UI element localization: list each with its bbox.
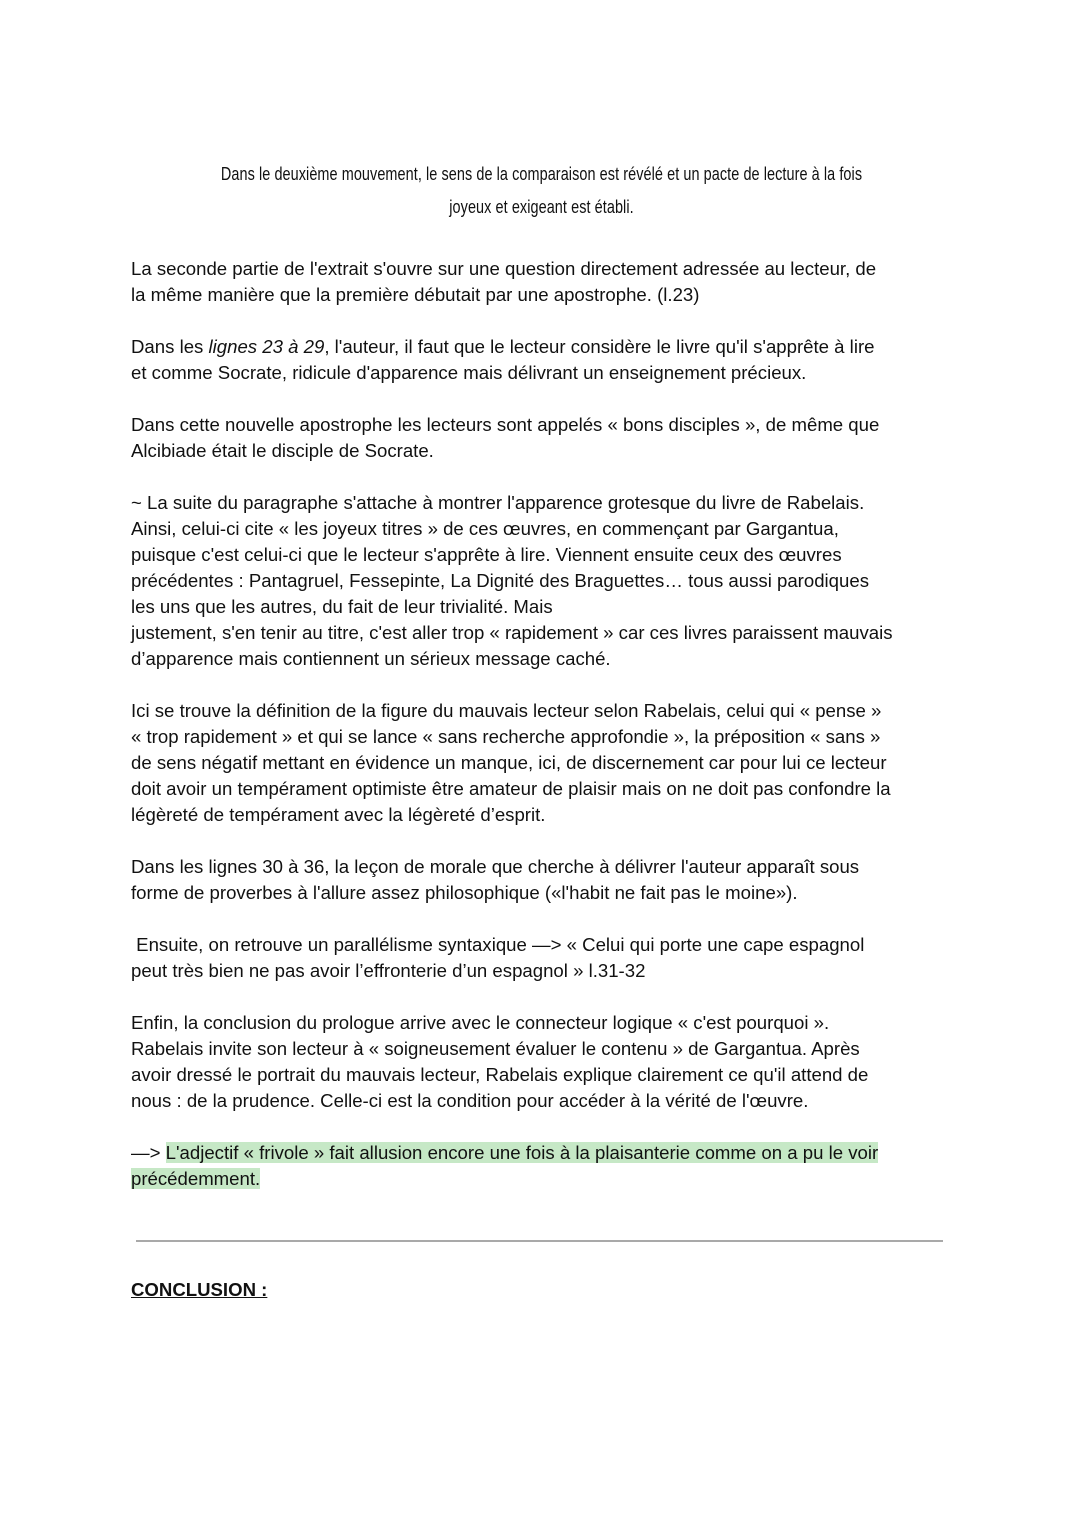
- paragraph-line: Alcibiade était le disciple de Socrate.: [131, 440, 434, 461]
- text-run: , l'auteur, il faut que le lecteur considère le livre qu'il s'apprête à lire: [324, 336, 875, 357]
- highlighted-text: L'adjectif « frivole » fait allusion encore une fois à la plaisanterie comme on a pu le voir: [165, 1142, 879, 1163]
- document-body: [131, 157, 951, 1218]
- paragraph-line: d’apparence mais contiennent un sérieux message caché.: [131, 648, 611, 669]
- paragraph-1: [131, 256, 951, 308]
- paragraph-line: peut très bien ne pas avoir l’effronterie d’un espagnol » l.31-32: [131, 960, 646, 981]
- paragraph-line: Dans cette nouvelle apostrophe les lecteurs sont appelés « bons disciples », de même que: [131, 414, 880, 435]
- paragraph-line: la même manière que la première débutait par une apostrophe. (l.23): [131, 284, 700, 305]
- italic-text: lignes 23 à 29: [208, 336, 325, 357]
- paragraph-line: et comme Socrate, ridicule d'apparence mais délivrant un enseignement précieux.: [131, 362, 807, 383]
- paragraph-line: Dans les lignes 30 à 36, la leçon de morale que cherche à délivrer l'auteur apparaît sous: [131, 856, 860, 877]
- paragraph-line: justement, s'en tenir au titre, c'est aller trop « rapidement » car ces livres paraissent mauvais: [131, 622, 893, 643]
- paragraph-line: Ainsi, celui-ci cite « les joyeux titres » de ces œuvres, en commençant par Gargantua,: [131, 518, 839, 539]
- heading-line-1: Dans le deuxième mouvement, le sens de la comparaison est révélé et un pacte de lecture à la fois: [220, 163, 863, 184]
- heading-line-2: joyeux et exigeant est établi.: [449, 196, 634, 217]
- paragraph-7: [131, 932, 951, 984]
- paragraph-line: [131, 1166, 951, 1192]
- paragraph-line: puisque c'est celui-ci que le lecteur s'apprête à lire. Viennent ensuite ceux des œuvres: [131, 544, 842, 565]
- paragraph-2: [131, 334, 951, 386]
- paragraph-line: Rabelais invite son lecteur à « soigneusement évaluer le contenu » de Gargantua. Après: [131, 1038, 860, 1059]
- paragraph-line: forme de proverbes à l'allure assez philosophique («l'habit ne fait pas le moine»).: [131, 882, 798, 903]
- paragraph-line: de sens négatif mettant en évidence un manque, ici, de discernement car pour lui ce lecteur: [131, 752, 887, 773]
- paragraph-line: Ensuite, on retrouve un parallélisme syntaxique —> « Celui qui porte une cape espagnol: [131, 934, 865, 955]
- paragraph-line: La seconde partie de l'extrait s'ouvre sur une question directement adressée au lecteur, de: [131, 258, 877, 279]
- paragraph-line: [131, 334, 951, 360]
- paragraph-line: les uns que les autres, du fait de leur trivialité. Mais: [131, 596, 553, 617]
- paragraph-line: doit avoir un tempérament optimiste être amateur de plaisir mais on ne doit pas confondre la: [131, 778, 891, 799]
- section-heading: [132, 157, 952, 223]
- paragraph-line: nous : de la prudence. Celle-ci est la condition pour accéder à la vérité de l'œuvre.: [131, 1090, 809, 1111]
- paragraph-line: précédentes : Pantagruel, Fessepinte, La Dignité des Braguettes… tous aussi parodiques: [131, 570, 870, 591]
- paragraph-9: [131, 1140, 951, 1192]
- arrow-text: —>: [131, 1142, 166, 1163]
- paragraph-line: légèreté de tempérament avec la légèreté d’esprit.: [131, 804, 546, 825]
- paragraph-line: [131, 1140, 951, 1166]
- highlighted-text: précédemment.: [131, 1168, 261, 1189]
- paragraph-6: [131, 854, 951, 906]
- text-run: Dans les: [131, 336, 209, 357]
- paragraph-line: Ici se trouve la définition de la figure du mauvais lecteur selon Rabelais, celui qui « pense »: [131, 700, 882, 721]
- paragraph-5: [131, 698, 951, 828]
- paragraph-line: avoir dressé le portrait du mauvais lecteur, Rabelais explique clairement ce qu'il attend de: [131, 1064, 869, 1085]
- paragraph-line: ~ La suite du paragraphe s'attache à montrer l'apparence grotesque du livre de Rabelais.: [131, 492, 865, 513]
- horizontal-divider: [136, 1240, 943, 1242]
- paragraph-8: [131, 1010, 951, 1114]
- paragraph-line: « trop rapidement » et qui se lance « sans recherche approfondie », la préposition « sans »: [131, 726, 881, 747]
- paragraph-3: [131, 412, 951, 464]
- conclusion-heading: CONCLUSION :: [131, 1279, 268, 1300]
- paragraph-line: Enfin, la conclusion du prologue arrive avec le connecteur logique « c'est pourquoi ».: [131, 1012, 830, 1033]
- paragraph-4: [131, 490, 951, 672]
